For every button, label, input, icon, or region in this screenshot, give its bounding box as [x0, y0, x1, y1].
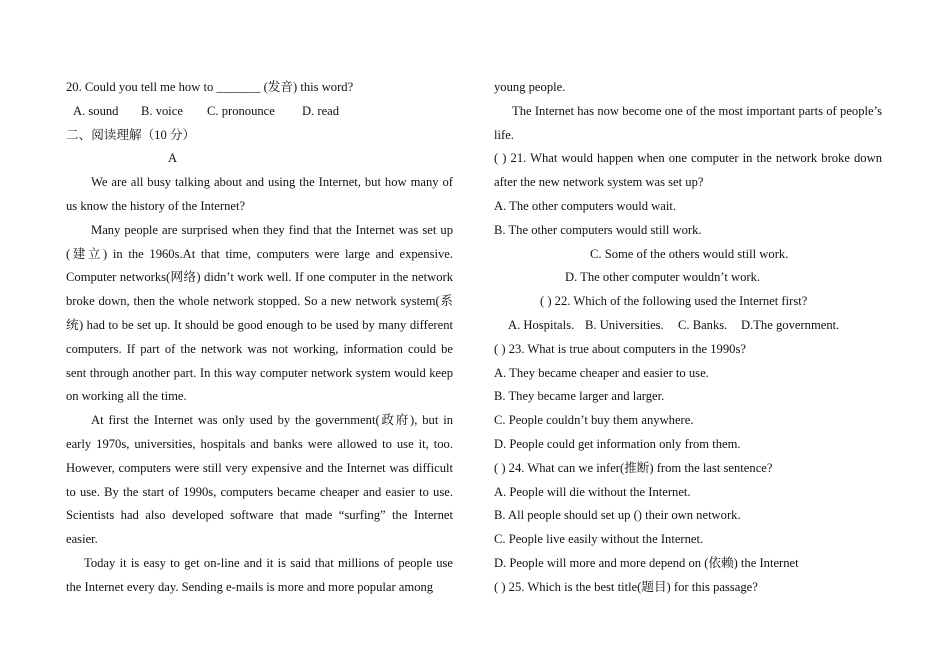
question-21: ( ) 21. What would happen when one computer in the network broke down after the new network system was set up?: [494, 151, 882, 190]
q24-option-d: D. People will more and more depend on (依赖) the Internet: [494, 555, 799, 570]
q23-option-d: D. People could get information only from them.: [494, 436, 741, 451]
paragraph-1: We are all busy talking about and using the Internet, but how many of us know the history of the Internet?: [66, 175, 453, 213]
q22-option-d: D.The government.: [741, 317, 840, 332]
section-heading: 二、阅读理解（10 分）: [66, 127, 196, 142]
option-b: B. voice: [141, 103, 183, 118]
question-24: ( ) 24. What can we infer(推断) from the last sentence?: [494, 460, 773, 475]
paragraph-5: The Internet has now become one of the most important parts of people’s life.: [494, 103, 882, 142]
question-25: ( ) 25. Which is the best title(题目) for this passage?: [494, 579, 758, 594]
question-23: ( ) 23. What is true about computers in the 1990s?: [494, 341, 746, 356]
question-22-options: [494, 314, 882, 338]
paragraph-2: Many people are surprised when they find that the Internet was set up (建立) in the 1960s.At that time, computers were large and expensive. Computer networks(网络) didn’t work well. If one computer in the network broke down, then the whole network stopped. So a new network system(系统) had to be set up. It should be good enough to be used by many different computers. If part of the network was not working, information could be sent through another part. In this way computer network system would keep on working all the time.: [66, 222, 453, 404]
option-a: A. sound: [73, 103, 119, 118]
q23-option-a: A. They became cheaper and easier to use.: [494, 365, 709, 380]
q22-option-c: C. Banks.: [678, 317, 728, 332]
question-20-options: [66, 100, 453, 124]
q21-option-d: D. The other computer wouldn’t work.: [565, 270, 761, 285]
q24-option-c: C. People live easily without the Internet.: [494, 532, 704, 547]
paragraph-4-continuation: young people.: [494, 80, 566, 94]
q24-option-a: A. People will die without the Internet.: [494, 484, 691, 499]
q21-option-a: A. The other computers would wait.: [494, 198, 676, 213]
left-column: [66, 76, 453, 600]
question-22: ( ) 22. Which of the following used the Internet first?: [540, 294, 808, 309]
q22-option-a: A. Hospitals.: [508, 317, 575, 332]
paragraph-4: Today it is easy to get on-line and it is said that millions of people use the Internet every day. Sending e-mails is more and more popular among: [66, 555, 453, 594]
option-d: D. read: [302, 103, 340, 118]
q23-option-c: C. People couldn’t buy them anywhere.: [494, 413, 694, 428]
q21-option-b: B. The other computers would still work.: [494, 222, 702, 237]
paragraph-3: At first the Internet was only used by the government(政府), but in early 1970s, universities, hospitals and banks were allowed to use it, too. However, computers were still very expensive and the Internet was difficult to use. By the start of 1990s, computers became cheaper and easier to use. Scientists had also developed software that made “surfing” the Internet easier.: [66, 413, 453, 547]
q23-option-b: B. They became larger and larger.: [494, 389, 665, 404]
option-c: C. pronounce: [207, 103, 275, 118]
q21-option-c: C. Some of the others would still work.: [590, 246, 789, 261]
right-column: [494, 76, 882, 600]
q22-option-b: B. Universities.: [585, 317, 664, 332]
q24-option-b: B. All people should set up () their own network.: [494, 508, 741, 523]
passage-label: A: [168, 151, 178, 166]
question-20: 20. Could you tell me how to _______ (发音) this word?: [66, 80, 354, 94]
